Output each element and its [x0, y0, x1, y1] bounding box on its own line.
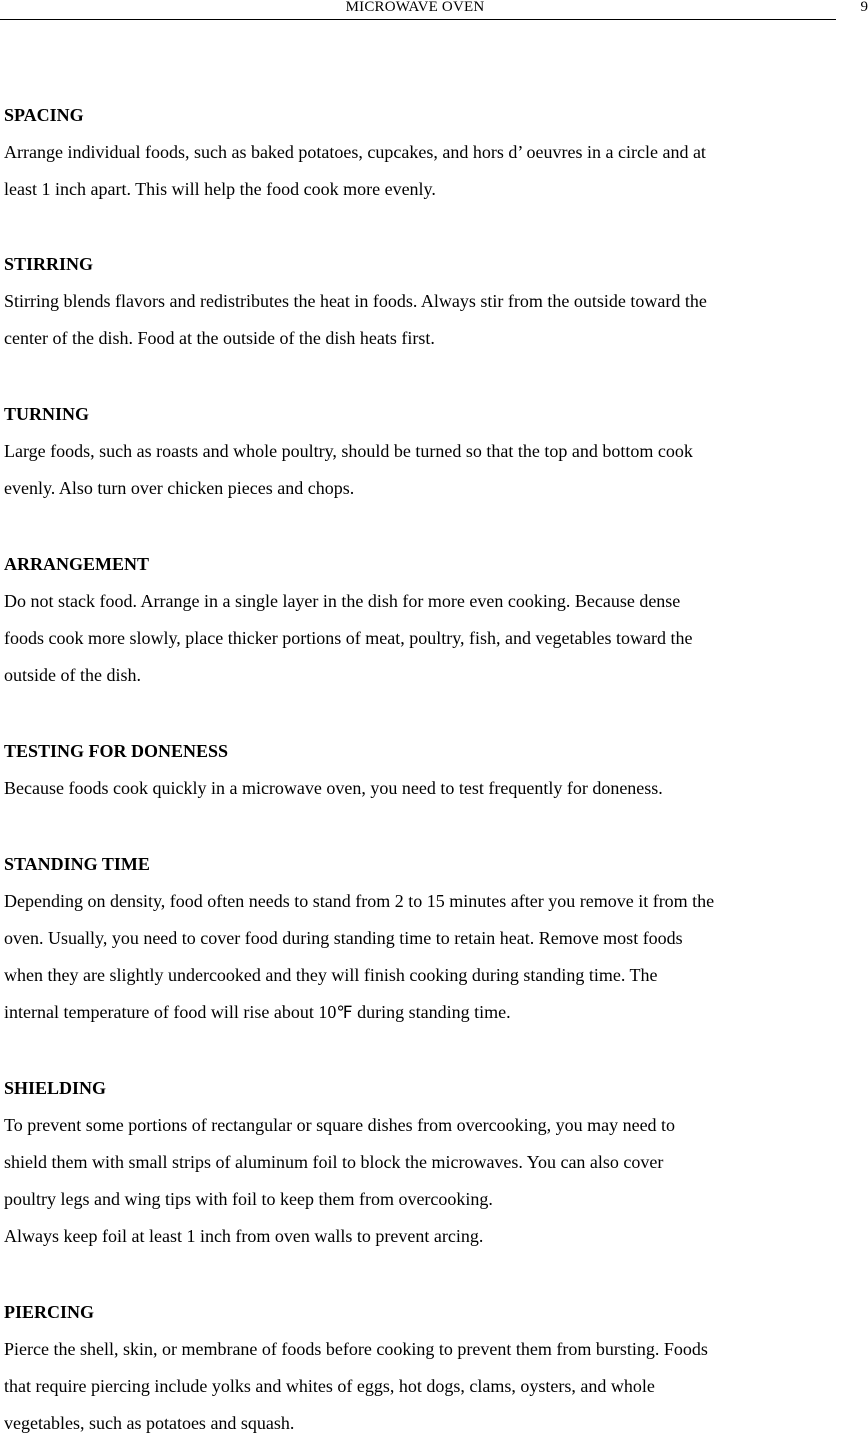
text-line: poultry legs and wing tips with foil to keep them from overcooking.: [4, 1181, 868, 1218]
section-heading: STANDING TIME: [4, 846, 868, 883]
section-text: [4, 433, 868, 507]
section-heading: ARRANGEMENT: [4, 546, 868, 583]
section-standing-time: [4, 846, 868, 1031]
section-text: [4, 770, 868, 807]
section-text: [4, 583, 868, 694]
page-number: 9: [861, 0, 868, 17]
section-heading: STIRRING: [4, 246, 868, 283]
text-line: Depending on density, food often needs to stand from 2 to 15 minutes after you remove it from the: [4, 883, 868, 920]
text-line: shield them with small strips of aluminum foil to block the microwaves. You can also cover: [4, 1144, 868, 1181]
text-line: vegetables, such as potatoes and squash.: [4, 1405, 868, 1442]
text-line: when they are slightly undercooked and they will finish cooking during standing time. The: [4, 957, 868, 994]
text-line: Arrange individual foods, such as baked potatoes, cupcakes, and hors d’ oeuvres in a circle and at: [4, 134, 868, 171]
section-text: [4, 134, 868, 208]
text-line: Because foods cook quickly in a microwave oven, you need to test frequently for doneness.: [4, 770, 868, 807]
section-arrangement: [4, 546, 868, 694]
section-text: [4, 1107, 868, 1255]
text-line: center of the dish. Food at the outside of the dish heats first.: [4, 320, 868, 357]
section-heading: SPACING: [4, 97, 868, 134]
text-line: Do not stack food. Arrange in a single layer in the dish for more even cooking. Because dense: [4, 583, 868, 620]
text-line: evenly. Also turn over chicken pieces and chops.: [4, 470, 868, 507]
text-line: [4, 994, 868, 1031]
text-line: oven. Usually, you need to cover food during standing time to retain heat. Remove most foods: [4, 920, 868, 957]
text-line: Always keep foil at least 1 inch from oven walls to prevent arcing.: [4, 1218, 868, 1255]
text-line: outside of the dish.: [4, 657, 868, 694]
section-turning: [4, 396, 868, 507]
text-line: that require piercing include yolks and whites of eggs, hot dogs, clams, oysters, and whole: [4, 1368, 868, 1405]
section-spacing: [4, 97, 868, 208]
section-heading: SHIELDING: [4, 1070, 868, 1107]
section-stirring: [4, 246, 868, 357]
text-fragment: internal temperature of food will rise about 10: [4, 1002, 336, 1022]
section-text: [4, 883, 868, 1031]
section-heading: PIERCING: [4, 1294, 868, 1331]
text-line: Large foods, such as roasts and whole poultry, should be turned so that the top and bottom cook: [4, 433, 868, 470]
section-heading: TESTING FOR DONENESS: [4, 733, 868, 770]
header-rule: [0, 19, 836, 20]
text-line: foods cook more slowly, place thicker portions of meat, poultry, fish, and vegetables toward the: [4, 620, 868, 657]
fahrenheit-symbol: ℉: [336, 1003, 352, 1023]
text-line: To prevent some portions of rectangular or square dishes from overcooking, you may need to: [4, 1107, 868, 1144]
section-text: [4, 283, 868, 357]
section-shielding: [4, 1070, 868, 1255]
section-piercing: [4, 1294, 868, 1442]
text-line: Stirring blends flavors and redistributes the heat in foods. Always stir from the outside toward the: [4, 283, 868, 320]
text-line: least 1 inch apart. This will help the food cook more evenly.: [4, 171, 868, 208]
section-heading: TURNING: [4, 396, 868, 433]
section-testing-for-doneness: [4, 733, 868, 807]
text-line: Pierce the shell, skin, or membrane of foods before cooking to prevent them from bursting. Foods: [4, 1331, 868, 1368]
header-title: MICROWAVE OVEN: [0, 0, 830, 17]
page-header: [0, 0, 868, 22]
text-fragment: during standing time.: [353, 1002, 511, 1022]
section-text: [4, 1331, 868, 1442]
